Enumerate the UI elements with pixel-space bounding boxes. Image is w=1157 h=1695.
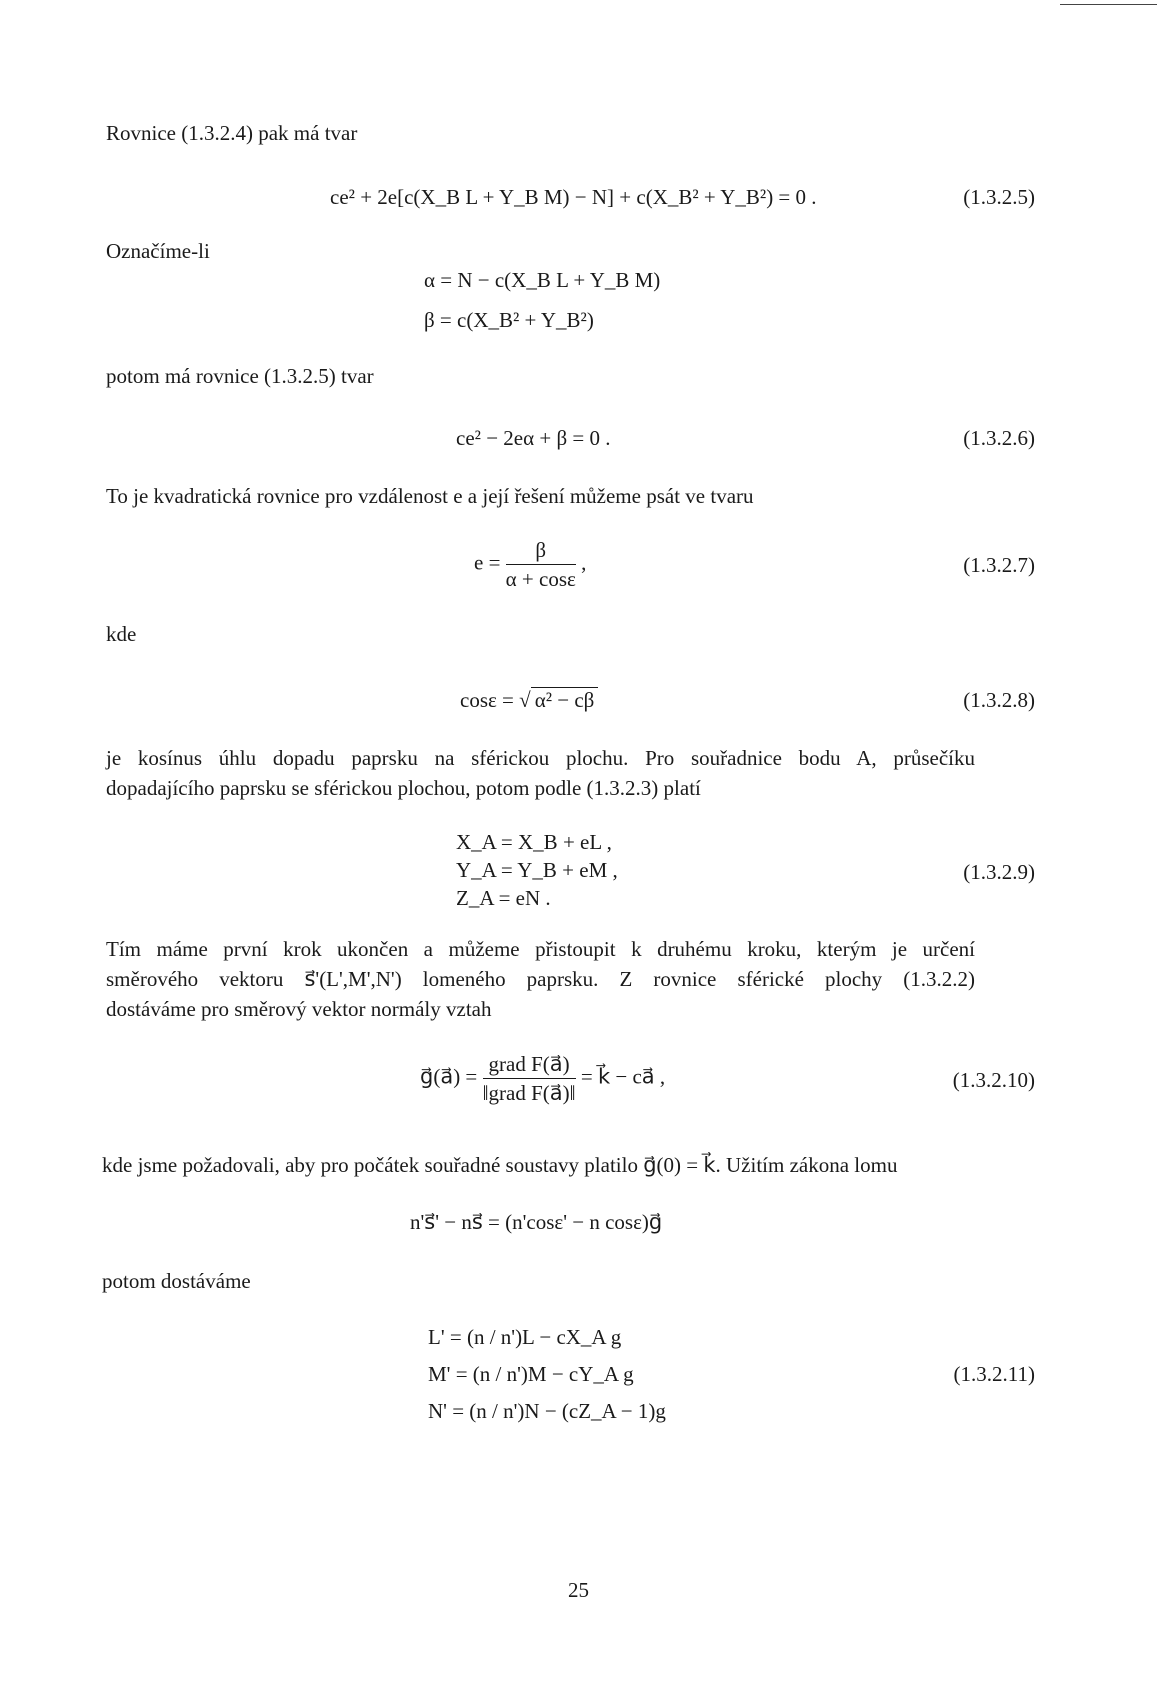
- equation-beta: β = c(X_B² + Y_B²): [424, 308, 594, 332]
- text-line: kde: [106, 622, 137, 646]
- rhs: = k⃗ − ca⃗ ,: [580, 1064, 666, 1089]
- top-rule: [1060, 4, 1157, 5]
- equation-alpha: α = N − c(X_B L + Y_B M): [424, 268, 661, 292]
- numerator: β: [506, 536, 576, 565]
- equation-m-prime: M' = (n / n')M − cY_A g: [428, 1362, 634, 1386]
- text-line: dopadajícího paprsku se sférickou plochou, potom podle (1.3.2.3) platí: [106, 776, 701, 800]
- equation-number: (1.3.2.5): [963, 185, 1035, 209]
- equation-number: (1.3.2.6): [963, 426, 1035, 450]
- equation-number: (1.3.2.7): [963, 553, 1035, 577]
- equation-number: (1.3.2.11): [953, 1362, 1035, 1386]
- fraction: [483, 1050, 576, 1107]
- equation-number: (1.3.2.10): [952, 1068, 1035, 1092]
- equation-1-3-2-7: [474, 536, 586, 593]
- text-line: dostáváme pro směrový vektor normály vztah: [106, 997, 492, 1021]
- radicand: α² − cβ: [531, 687, 599, 712]
- equation-1-3-2-8: [460, 686, 598, 714]
- page-number: 25: [568, 1578, 589, 1602]
- comma: ,: [581, 550, 587, 575]
- text-line: je kosínus úhlu dopadu paprsku na sférickou plochu. Pro souřadnice bodu A, průsečíku: [106, 746, 975, 770]
- equation-1-3-2-5: ce² + 2e[c(X_B L + Y_B M) − N] + c(X_B² + Y_B²) = 0 .: [330, 185, 817, 209]
- text-line: Tím máme první krok ukončen a můžeme přistoupit k druhému kroku, kterým je určení: [106, 937, 975, 961]
- text-line: Označíme-li: [106, 239, 210, 263]
- numerator: grad F(a⃗): [483, 1050, 576, 1079]
- equation-1-3-2-6: ce² − 2eα + β = 0 .: [456, 426, 611, 450]
- lhs: g⃗(a⃗) =: [420, 1064, 478, 1089]
- equation-number: (1.3.2.8): [963, 688, 1035, 712]
- text-line: směrového vektoru s⃗'(L',M',N') lomeného paprsku. Z rovnice sférické plochy (1.3.2.2): [106, 967, 975, 991]
- text-line: kde jsme požadovali, aby pro počátek souřadné soustavy platilo g⃗(0) = k⃗. Užitím zákona lomu: [102, 1153, 898, 1177]
- text-line: potom má rovnice (1.3.2.5) tvar: [106, 364, 374, 388]
- equation-l-prime: L' = (n / n')L − cX_A g: [428, 1325, 622, 1349]
- fraction: [506, 536, 576, 593]
- equation-number: (1.3.2.9): [963, 860, 1035, 884]
- text-line: potom dostáváme: [102, 1269, 251, 1293]
- equation-refraction-law: n's⃗' − ns⃗ = (n'cosε' − n cosε)g⃗: [410, 1210, 663, 1234]
- lhs: cosε =: [460, 688, 514, 712]
- equation-xa: X_A = X_B + eL ,: [456, 830, 612, 854]
- text-line: To je kvadratická rovnice pro vzdálenost e a její řešení můžeme psát ve tvaru: [106, 484, 754, 508]
- text-line: Rovnice (1.3.2.4) pak má tvar: [106, 121, 358, 145]
- sqrt-sign: √: [519, 688, 531, 712]
- equation-ya: Y_A = Y_B + eM ,: [456, 858, 618, 882]
- denominator: ‖grad F(a⃗)‖: [482, 1081, 576, 1105]
- equation-n-prime: N' = (n / n')N − (cZ_A − 1)g: [428, 1399, 666, 1423]
- equation-1-3-2-10: [420, 1050, 665, 1107]
- lhs: e =: [474, 550, 501, 575]
- equation-za: Z_A = eN .: [456, 886, 551, 910]
- denominator: α + cosε: [505, 567, 576, 591]
